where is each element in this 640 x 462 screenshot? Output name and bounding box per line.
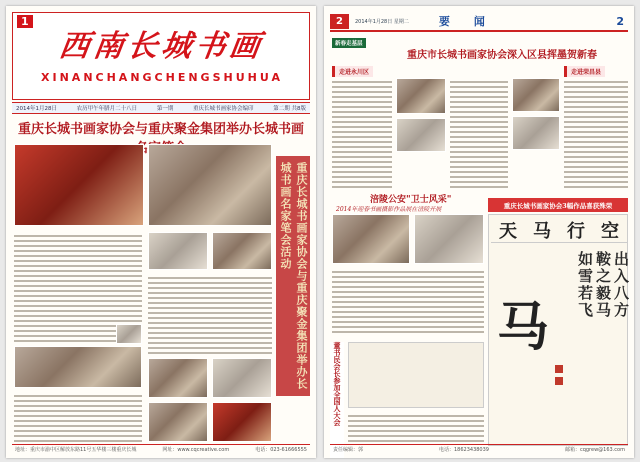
event-photo bbox=[148, 144, 272, 226]
delegate-calligraphy bbox=[348, 342, 484, 408]
writing-photo-4 bbox=[212, 402, 272, 442]
award-calligraphy bbox=[488, 214, 628, 446]
police-photo-1 bbox=[332, 214, 410, 264]
calligraphy-char: 空 bbox=[601, 220, 619, 242]
calligraphy-column: 出入八方 bbox=[612, 251, 630, 319]
section-tag: 新春走基层 bbox=[332, 38, 366, 48]
front-headline: 重庆长城书画家协会与重庆聚金集团举办长城书画 bbox=[17, 122, 304, 137]
mid-subtitle: 2014年迎春书画摄影作品展在涪陵开展 bbox=[336, 206, 442, 213]
delegate-text bbox=[348, 412, 484, 446]
subhead-yongchuan: 走进永川区 bbox=[332, 66, 373, 77]
vertical-banner-text: 重庆长城书画家协会与重庆聚金集团举办长城书画名家笔会活动 bbox=[279, 162, 308, 390]
vertical-banner bbox=[276, 156, 310, 396]
writing-photo-2 bbox=[212, 358, 272, 398]
vertical-red-headline bbox=[330, 342, 344, 458]
masthead-title: 西南长城书画 bbox=[57, 29, 266, 64]
calligraphy-column: 如雪若飞 bbox=[576, 251, 594, 319]
news-header bbox=[330, 12, 628, 32]
article-text-3 bbox=[14, 392, 142, 446]
calligraphy-char: 天 bbox=[499, 220, 517, 242]
police-photo-2 bbox=[414, 214, 484, 264]
artist-photo-2 bbox=[212, 232, 272, 270]
page-count: 第二期 共8版 bbox=[273, 106, 306, 112]
subhead-rongchang: 走进荣昌县 bbox=[564, 66, 605, 77]
sponsor: 重庆长城书画家协会编印 bbox=[193, 106, 254, 112]
footer-email: 邮箱：cqgrew@163.com bbox=[564, 447, 625, 453]
section-title: 要闻 bbox=[438, 15, 509, 28]
award-headline: 重庆长城书画家协会3幅作品喜获殊荣 bbox=[488, 198, 628, 212]
front-page bbox=[6, 6, 316, 458]
seal-stamp bbox=[555, 365, 563, 373]
info-bar bbox=[12, 102, 310, 114]
police-text bbox=[332, 268, 484, 336]
calligraphy-char: 马 bbox=[533, 220, 551, 242]
footer-phone: 电话：18623438039 bbox=[438, 447, 489, 453]
header-mark: 2 bbox=[330, 14, 349, 29]
yongchuan-photo-1 bbox=[396, 78, 446, 114]
news-footer bbox=[330, 444, 628, 454]
rongchang-photo-2 bbox=[512, 116, 560, 150]
writing-photo-1 bbox=[148, 358, 208, 398]
rongchang-photo-1 bbox=[512, 78, 560, 112]
masthead-pinyin: XINANCHANGCHENGSHUHUA bbox=[41, 71, 283, 84]
page-number: 1 bbox=[17, 15, 33, 28]
lunar-date: 农历甲午年腊月二十八日 bbox=[76, 106, 138, 112]
footer-website: 网址：www.cqcreative.com bbox=[162, 447, 230, 453]
rongchang-text bbox=[564, 78, 628, 190]
calligraphy-header bbox=[491, 217, 627, 243]
front-footer bbox=[12, 444, 310, 454]
footer-phone: 电话：023-61666555 bbox=[255, 447, 307, 453]
news-page bbox=[324, 6, 634, 458]
vertical-red-text: 董书民会长参加全国人大会 bbox=[333, 342, 342, 426]
news-text-mid bbox=[450, 78, 508, 188]
newspaper-spread bbox=[6, 6, 634, 458]
writing-photo-3 bbox=[148, 402, 208, 442]
yongchuan-text bbox=[332, 78, 392, 188]
page-number: 2 bbox=[616, 14, 624, 28]
painting-photo bbox=[14, 346, 142, 388]
yongchuan-photo-2 bbox=[396, 118, 446, 152]
mid-headline: 涪陵公安"卫士风采" bbox=[370, 195, 452, 205]
masthead bbox=[12, 12, 310, 100]
portrait-photo bbox=[116, 324, 142, 344]
article-text-2 bbox=[148, 274, 272, 354]
group-photo bbox=[14, 144, 144, 226]
issue-date: 2014年1月28日 bbox=[16, 106, 57, 112]
issue-label: 第一期 bbox=[156, 106, 174, 112]
header-date: 2014年1月28日 星期二 bbox=[354, 18, 409, 25]
top-headline: 重庆市长城书画家协会深入区县挥墨贺新春 bbox=[407, 50, 597, 61]
seal-stamp bbox=[555, 377, 563, 385]
footer-editor: 责任编辑：郭 bbox=[333, 447, 364, 453]
footer-address: 地址：重庆市渝中区解放东路11号五华楼三楼重庆长城 bbox=[15, 447, 137, 453]
calligraphy-char: 行 bbox=[567, 220, 585, 242]
calligraphy-big-char: 马 bbox=[497, 297, 550, 358]
calligraphy-column: 鞍之毅马 bbox=[594, 251, 612, 319]
artist-photo-1 bbox=[148, 232, 208, 270]
